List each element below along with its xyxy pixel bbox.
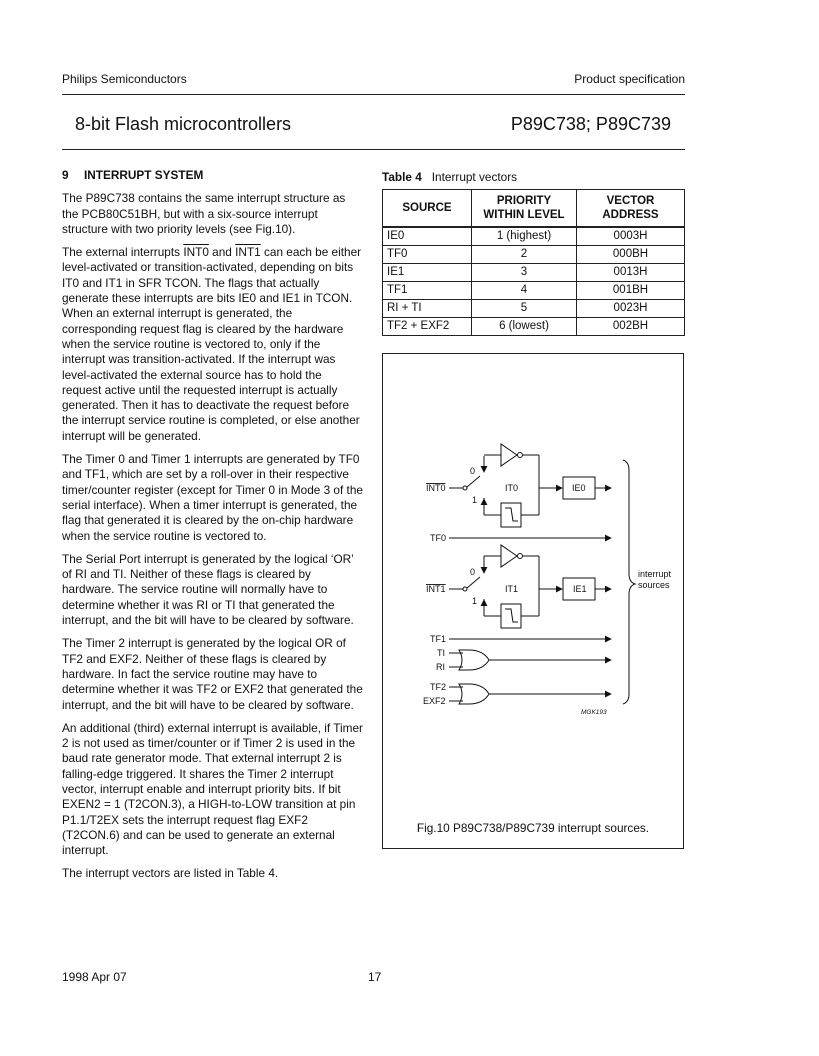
or-gate-timer2 — [459, 684, 489, 704]
switch0-label-0: 0 — [470, 466, 476, 476]
table-row — [383, 246, 685, 264]
switch1-label-0: 0 — [470, 567, 476, 577]
interrupt-sources-label-1: interrupt — [638, 569, 672, 579]
col-header-vector — [577, 190, 685, 228]
inverter-1 — [501, 545, 517, 567]
paragraph-7: The interrupt vectors are listed in Table 4. — [62, 866, 279, 881]
schmitt-1-symbol — [505, 609, 518, 622]
switch-pivot-0 — [463, 486, 467, 490]
interrupt-sources-diagram — [383, 354, 683, 848]
table-caption — [382, 170, 517, 184]
table-label: Table 4 — [382, 170, 422, 184]
interrupt-sources-label-2: sources — [638, 580, 670, 590]
switch-pivot-1 — [463, 587, 467, 591]
exf2-label: EXF2 — [423, 696, 446, 706]
cell-priority: 3 — [472, 264, 577, 282]
cell-vector: 002BH — [577, 318, 685, 336]
section-number: 9 — [62, 168, 69, 182]
paragraph-6: An additional (third) external interrupt is available, if Timer 2 is not used as timer/counter or if Timer 2 is used in the baud rate generator mode. That external interrupt 2 is falling-edge triggered. It shares the Timer 2 interrupt vector, interrupt enable and interrupt priority bits. If bit EXEN2 = 1 (T2CON.3), a HIGH-to-LOW transition at pin P1.1/T2EX sets the interrupt request flag EXF2 (T2CON.6) and can be used to generate an external interrupt. — [62, 720, 363, 858]
cell-source: IE0 — [383, 227, 472, 246]
tf0-label: TF0 — [430, 533, 447, 543]
tf2-label: TF2 — [430, 682, 447, 692]
interrupt-sources-brace — [623, 460, 635, 704]
it1-label: IT1 — [505, 584, 519, 594]
schmitt-0 — [501, 503, 521, 527]
cell-source: TF0 — [383, 246, 472, 264]
cell-priority: 1 (highest) — [472, 227, 577, 246]
paragraph-3: The Timer 0 and Timer 1 interrupts are generated by TF0 and TF1, which are set by a roll-over in their respective timer/counter register (except for Timer 0 in Mode 3 of the serial interface). When a timer interrupt is generated, the flag that generated it is cleared by the on-chip hardware when the service routine is vectored to. — [62, 452, 363, 543]
it0-label: IT0 — [505, 483, 519, 493]
cell-source: TF1 — [383, 282, 472, 300]
section-body — [62, 168, 364, 890]
paragraph-2-and: and — [208, 245, 236, 260]
footer-date: 1998 Apr 07 — [62, 970, 127, 984]
cell-source: RI + TI — [383, 300, 472, 318]
section-title: INTERRUPT SYSTEM — [84, 168, 204, 182]
paragraph-2 — [62, 245, 364, 444]
int1-label: INT1 — [426, 584, 446, 594]
section-heading — [62, 168, 364, 183]
schmitt-0-symbol — [505, 508, 518, 521]
paragraph-2-text-b: can each be either level-activated or transition-activated, depending on bits IT0 and IT1 in SFR TCON. The flags that actually generate these interrupts are bits IE0 and IE1 in TCON. When an external interrupt is generated, the corresponding request flag is cleared by the hardware when the service routine is vectored to, only if the interrupt was transition-activated. If the interrupt was level-activated the external source has to hold the request active until the requested interrupt is actually generated. Then it has to deactivate the request before the interrupt service routine is completed, or else another interrupt will be generated. — [62, 245, 362, 443]
or-gate-serial — [459, 650, 489, 670]
table-row — [383, 227, 685, 246]
switch1-label-1: 1 — [472, 596, 478, 606]
ri-label: RI — [436, 662, 445, 672]
cell-vector: 0003H — [577, 227, 685, 246]
table-row — [383, 282, 685, 300]
schmitt-1 — [501, 604, 521, 628]
table-row — [383, 318, 685, 336]
switch0-label-1: 1 — [472, 495, 478, 505]
cell-priority: 5 — [472, 300, 577, 318]
source-header-text: SOURCE — [402, 202, 452, 214]
figure-ref-code: MGK193 — [581, 709, 607, 716]
priority-header-line1: PRIORITY — [496, 195, 552, 207]
header-rule — [62, 94, 685, 95]
inverter-bubble-0 — [518, 453, 523, 458]
vector-header-line2: ADDRESS — [602, 209, 659, 221]
figure-caption: Fig.10 P89C738/P89C739 interrupt sources. — [416, 821, 650, 835]
table-row — [383, 300, 685, 318]
cell-vector: 0013H — [577, 264, 685, 282]
figure-box — [382, 353, 684, 849]
title-rule — [62, 149, 685, 150]
inverter-bubble-1 — [518, 554, 523, 559]
paragraph-4: The Serial Port interrupt is generated by the logical ‘OR’ of RI and TI. Neither of these flags is cleared by hardware. The service routine will normally have to determine whether it was RI or TI that generated the interrupt, and the bit will have to be cleared by software. — [62, 551, 354, 628]
switch-1 — [467, 577, 480, 588]
table-row — [383, 264, 685, 282]
cell-priority: 6 (lowest) — [472, 318, 577, 336]
table-caption-text: Interrupt vectors — [431, 170, 518, 184]
vector-header-line1: VECTOR — [606, 195, 655, 207]
priority-header-line2: WITHIN LEVEL — [483, 209, 565, 221]
int0-label: INT0 — [426, 483, 446, 493]
inverter-0 — [501, 444, 517, 466]
ie0-label: IE0 — [572, 483, 586, 493]
cell-priority: 4 — [472, 282, 577, 300]
cell-priority: 2 — [472, 246, 577, 264]
int1-signal: INT1 — [235, 245, 261, 260]
ti-label: TI — [437, 648, 445, 658]
cell-vector: 000BH — [577, 246, 685, 264]
ie1-label: IE1 — [573, 584, 587, 594]
footer-page-number: 17 — [368, 970, 382, 984]
interrupt-vectors-table — [382, 189, 685, 336]
company-name: Philips Semiconductors — [62, 72, 187, 86]
document-type: Product specification — [574, 72, 685, 86]
tf1-label: TF1 — [430, 634, 447, 644]
paragraph-5: The Timer 2 interrupt is generated by the logical OR of TF2 and EXF2. Neither of these flags is cleared by hardware. In fact the service routine may have to determine whether it was TF2 or EXF2 that generated the interrupt, and the bit will have to be cleared by software. — [62, 636, 363, 712]
cell-vector: 001BH — [577, 282, 685, 300]
cell-source: IE1 — [383, 264, 472, 282]
col-header-priority — [472, 190, 577, 228]
part-numbers: P89C738; P89C739 — [510, 114, 671, 134]
paragraph-1: The P89C738 contains the same interrupt structure as the PCB80C51BH, but with a six-source interrupt structure with two priority levels (see Fig.10). — [62, 191, 346, 236]
table-header-row — [383, 190, 685, 228]
cell-source: TF2 + EXF2 — [383, 318, 472, 336]
paragraph-2-text-a: The external interrupts — [62, 245, 184, 260]
int0-signal: INT0 — [183, 245, 209, 260]
page-title: 8-bit Flash microcontrollers — [75, 114, 292, 134]
cell-vector: 0023H — [577, 300, 685, 318]
switch-0 — [467, 476, 480, 487]
col-header-source — [383, 190, 472, 228]
